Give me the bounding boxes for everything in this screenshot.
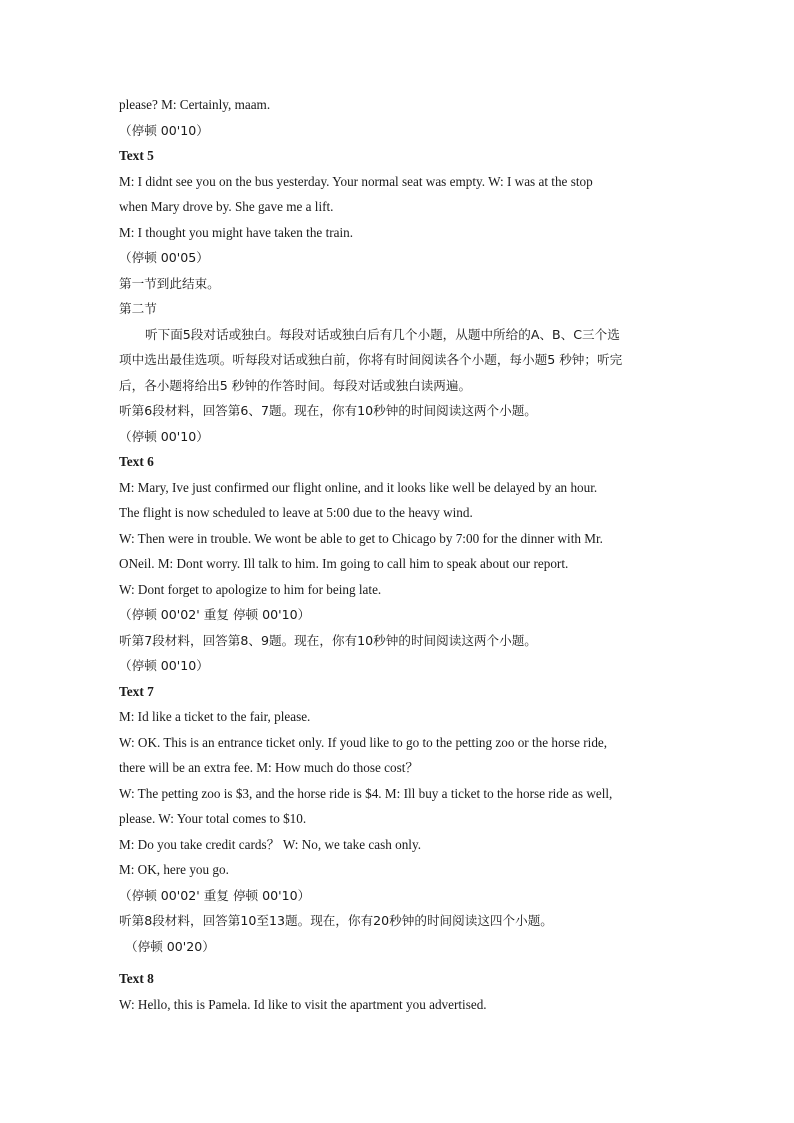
text-line: M: OK, here you go.: [119, 862, 229, 877]
pause-note: （停顿 00'05）: [119, 250, 209, 265]
section-title: 第二节: [119, 301, 157, 316]
instructions-line: 后，各小题将给出5 秒钟的作答时间。每段对话或独白读两遍。: [119, 377, 472, 393]
text-line: M: I thought you might have taken the train.: [119, 224, 354, 240]
pause-note: （停顿 00'10）: [119, 658, 209, 673]
text-line: please? M: Certainly, maam.: [119, 97, 271, 112]
text-line: M: Id like a ticket to the fair, please.: [119, 709, 311, 724]
section-heading-text-8: Text 8: [119, 971, 154, 986]
pause-note: （停顿 00'02' 重复 停顿 00'10）: [119, 887, 311, 903]
document-page: [119, 92, 679, 1017]
text-line: W: Dont forget to apologize to him for being late.: [119, 581, 382, 597]
pause-note: （停顿 00'10）: [119, 428, 209, 444]
section-heading-text-7: Text 7: [119, 683, 154, 699]
text-line: M: Do you take credit cards？ W: No, we take cash only.: [119, 836, 422, 852]
text-line: W: Then were in trouble. We wont be able to get to Chicago by 7:00 for the dinner with Mr.: [119, 530, 603, 546]
question-prompt: 听第7段材料，回答第8、9题。现在，你有10秒钟的时间阅读这两个小题。: [119, 632, 537, 648]
text-line: W: The petting zoo is $3, and the horse ride is $4. M: Ill buy a ticket to the horse ride as well,: [119, 785, 613, 801]
text-line: M: I didnt see you on the bus yesterday. Your normal seat was empty. W: I was at the stop: [119, 173, 593, 189]
text-line: ONeil. M: Dont worry. Ill talk to him. Im going to call him to speak about our report.: [119, 556, 569, 571]
text-line: M: Mary, Ive just confirmed our flight online, and it looks like well be delayed by an hour.: [119, 479, 598, 495]
section-end-note: 第一节到此结束。: [119, 275, 220, 291]
instructions-line: 听下面5段对话或独白。每段对话或独白后有几个小题，从题中所给的A、B、C三个选: [145, 326, 620, 342]
text-line: W: OK. This is an entrance ticket only. If youd like to go to the petting zoo or the horse ride,: [119, 734, 608, 750]
text-line: when Mary drove by. She gave me a lift.: [119, 199, 334, 214]
spacer: [119, 959, 679, 966]
pause-note: （停顿 00'02' 重复 停顿 00'10）: [119, 607, 311, 622]
pause-note: （停顿 00'10）: [119, 122, 209, 138]
pause-note: （停顿 00'20）: [125, 938, 215, 954]
question-prompt: 听第8段材料，回答第10至13题。现在，你有20秒钟的时间阅读这四个小题。: [119, 913, 553, 928]
section-heading-text-6: Text 6: [119, 454, 154, 469]
question-prompt: 听第6段材料，回答第6、7题。现在，你有10秒钟的时间阅读这两个小题。: [119, 403, 537, 418]
text-line: please. W: Your total comes to $10.: [119, 811, 307, 826]
text-line: there will be an extra fee. M: How much do those cost？: [119, 760, 419, 775]
text-line: The flight is now scheduled to leave at 5:00 due to the heavy wind.: [119, 505, 473, 520]
text-line: W: Hello, this is Pamela. Id like to visit the apartment you advertised.: [119, 996, 487, 1012]
section-heading-text-5: Text 5: [119, 148, 154, 163]
instructions-line: 项中选出最佳选项。听每段对话或独白前，你将有时间阅读各个小题，每小题5 秒钟；听完: [119, 352, 623, 367]
